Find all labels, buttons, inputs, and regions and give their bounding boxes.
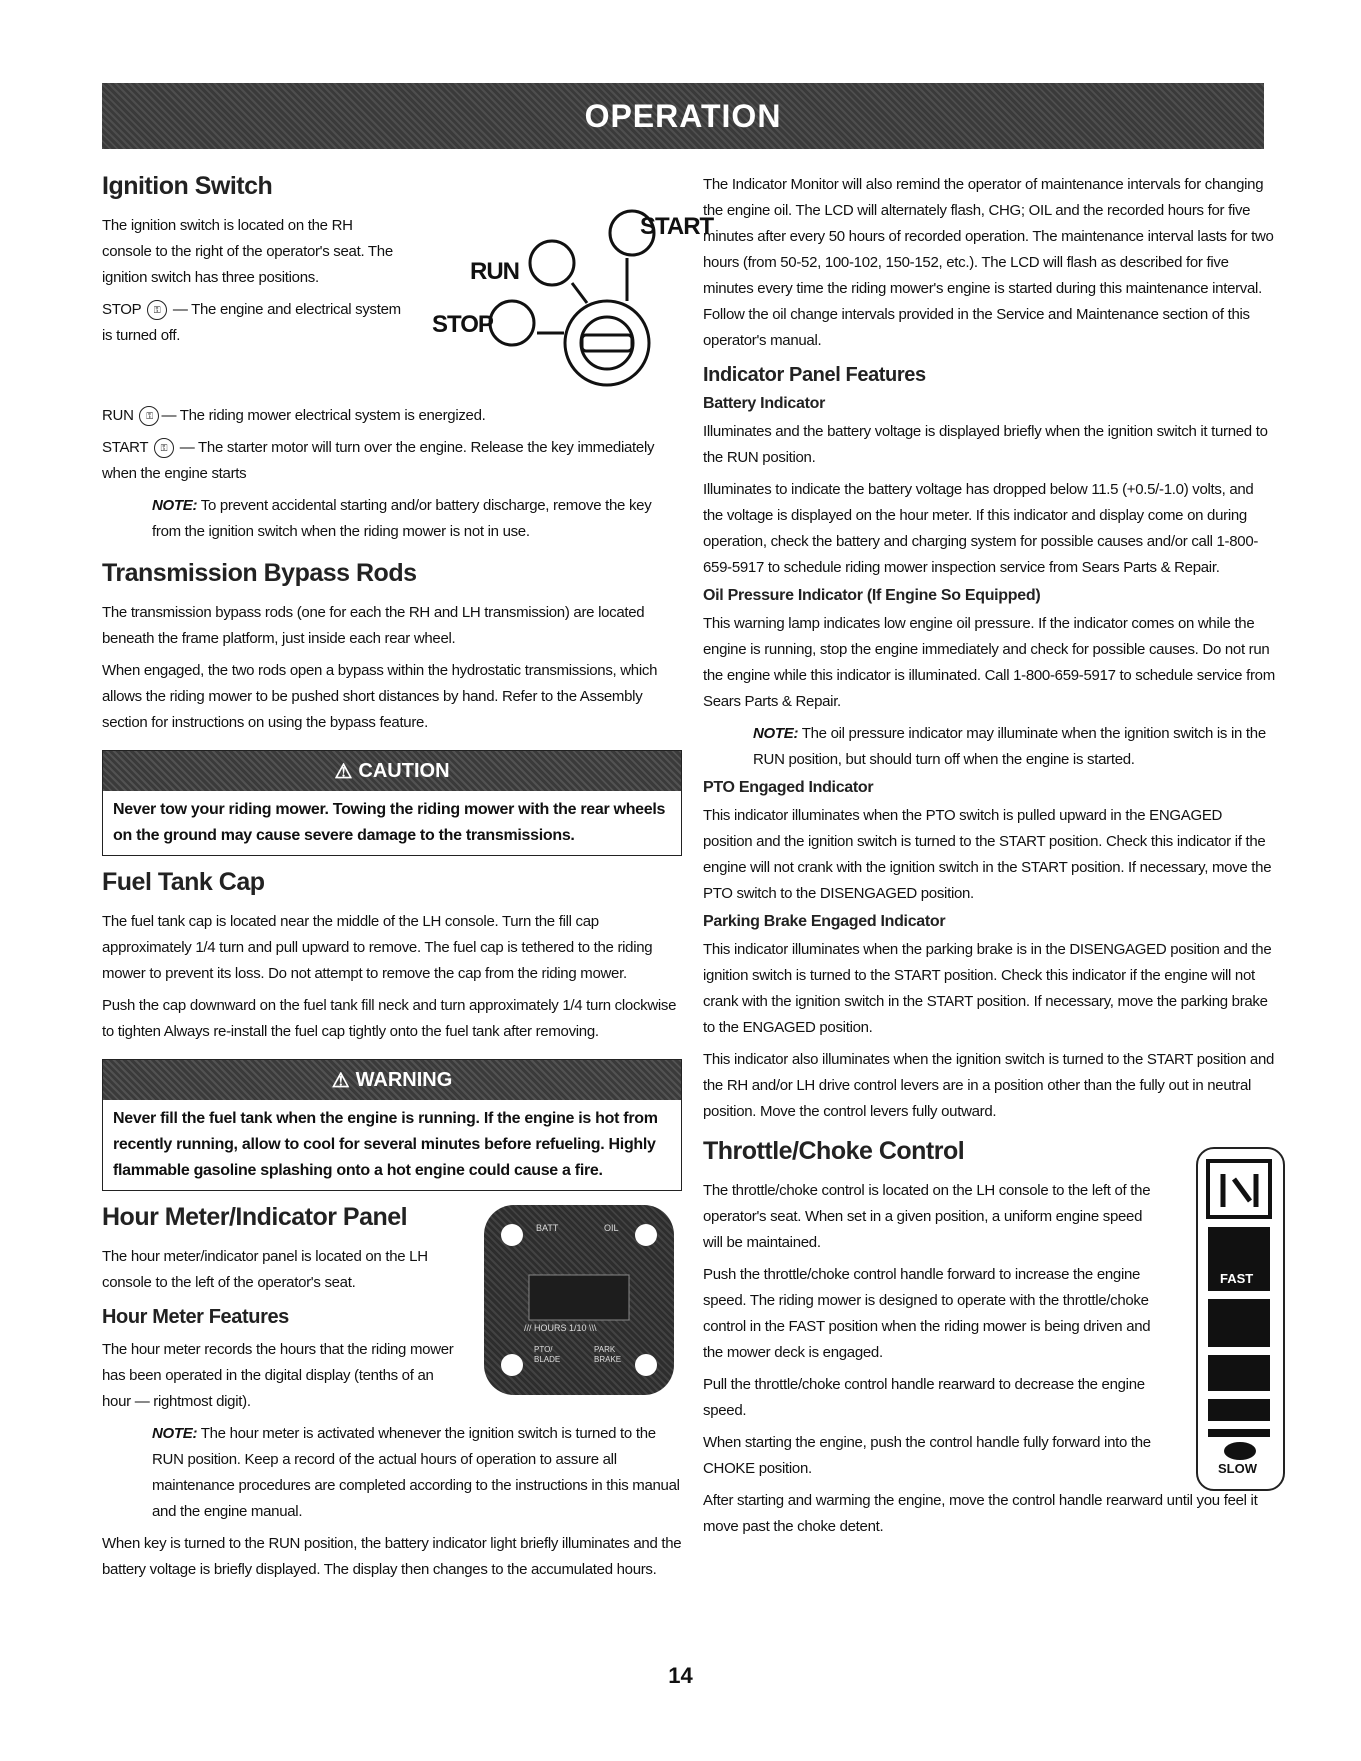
hour-p1: The hour meter/indicator panel is located on the LH console to the left of the operator's seat. (102, 1248, 428, 1291)
fig-stop-label: STOP (432, 311, 493, 338)
ignition-heading: Ignition Switch (102, 172, 273, 200)
ignition-section (102, 213, 714, 403)
panel-oil-label: OIL (604, 1223, 619, 1233)
throttle-p5: After starting and warming the engine, move the control handle rearward until you feel it move past the choke detent. (703, 1492, 1258, 1535)
page-number: 14 (668, 1663, 693, 1688)
hour-p3: When key is turned to the RUN position, the battery indicator light briefly illuminates and the battery voltage is briefly displayed. The display then changes to the accumulated hours. (102, 1535, 682, 1578)
hour-note: NOTE: The hour meter is activated whenever the ignition switch is turned to the RUN position. Keep a record of the actual hours of operation to assure all maintenance procedures are completed according to the instructions in this manual and the engine manual. (152, 1425, 680, 1520)
throttle-section (703, 1137, 1275, 1482)
pto-heading: PTO Engaged Indicator (703, 779, 874, 796)
hour-p2: The hour meter records the hours that the riding mower has been operated in the digital display (tenths of an hour — rightmost digit). (102, 1341, 454, 1410)
ignition-run-desc: RUN ⚿ — The riding mower electrical system is energized. (102, 403, 682, 429)
key-icon: ⚿ (139, 406, 159, 426)
throttle-choke-decal (1196, 1147, 1285, 1491)
panel-pto-label: PTO/ BLADE (534, 1345, 561, 1364)
pto-p1: This indicator illuminates when the PTO switch is pulled upward in the ENGAGED position and the ignition switch is turned to the START position. Check this indicator if the engine will not crank with the ignition switch in the START position. If necessary, move the PTO switch to the DISENGAGED position. (703, 807, 1272, 902)
throttle-p4: When starting the engine, push the control handle fully forward into the CHOKE position. (703, 1434, 1151, 1477)
battery-heading: Battery Indicator (703, 395, 826, 412)
panel-park-label: PARK BRAKE (594, 1345, 622, 1364)
caution-text: Never tow your riding mower. Towing the riding mower with the rear wheels on the ground may cause severe damage to the transmissions. (113, 801, 666, 844)
panel-hours-label: /// HOURS 1/10 \\\ (524, 1323, 597, 1333)
oil-note: NOTE: The oil pressure indicator may illuminate when the ignition switch is in the RUN position, but should turn off when the engine is started. (753, 725, 1266, 768)
hour-meter-panel-image (484, 1205, 674, 1395)
caution-triangle-icon: ⚠ (334, 760, 353, 783)
throttle-p1: The throttle/choke control is located on the LH console to the left of the operator's seat. When set in a given position, a uniform engine speed will be maintained. (703, 1182, 1151, 1251)
hour-meter-features-heading: Hour Meter Features (102, 1306, 289, 1328)
throttle-p2: Push the throttle/choke control handle forward to increase the engine speed. The riding mower is designed to operate with the throttle/choke control in the FAST position when the riding mower is being driven and the mower deck is engaged. (703, 1266, 1151, 1361)
park-p1: This indicator illuminates when the parking brake is in the DISENGAGED position and the ignition switch is turned to the START position. Check this indicator if the engine will not crank with the ignition switch in the START position. If necessary, move the parking brake to the ENGAGED position. (703, 941, 1272, 1036)
park-heading: Parking Brake Engaged Indicator (703, 913, 946, 930)
ignition-stop-desc: STOP ⚿ — The engine and electrical system is turned off. (102, 301, 401, 344)
oil-heading: Oil Pressure Indicator (If Engine So Equipped) (703, 587, 1041, 604)
fuel-heading: Fuel Tank Cap (102, 868, 265, 896)
battery-p1: Illuminates and the battery voltage is displayed briefly when the ignition switch it turned to the RUN position. (703, 423, 1268, 466)
ignition-intro: The ignition switch is located on the RH console to the right of the operator's seat. The ignition switch has three positions. (102, 217, 393, 286)
panel-batt-label: BATT (536, 1223, 559, 1233)
warning-triangle-icon: ⚠ (331, 1069, 350, 1092)
right-column (703, 172, 1275, 1546)
bypass-heading: Transmission Bypass Rods (102, 559, 417, 587)
park-p2: This indicator also illuminates when the ignition switch is turned to the START position and the RH and/or LH drive control levers are in a position other than the fully out in neutral position. Move the control levers fully outward. (703, 1051, 1275, 1120)
section-banner (102, 83, 1264, 149)
caution-title: CAUTION (358, 759, 450, 782)
bypass-p2: When engaged, the two rods open a bypass within the hydrostatic transmissions, which allows the riding mower to be pushed short distances by hand. Refer to the Assembly section for instructions on using the bypass feature. (102, 662, 658, 731)
indicator-panel-heading: Indicator Panel Features (703, 364, 926, 386)
ignition-start-desc: START ⚿ — The starter motor will turn over the engine. Release the key immediately when the engine starts (102, 439, 655, 482)
key-icon: ⚿ (147, 300, 167, 320)
fig-slow-label: SLOW (1218, 1461, 1257, 1476)
fig-start-label: START (640, 213, 714, 240)
hour-meter-section (102, 1203, 682, 1415)
fig-fast-label: FAST (1220, 1271, 1254, 1286)
fig-run-label: RUN (470, 258, 519, 285)
battery-p2: Illuminates to indicate the battery voltage has dropped below 11.5 (+0.5/-1.0) volts, and the voltage is displayed on the hour meter. If this indicator and display come on during operation, check the battery and charging system for possible causes and/or call 1-800-659-5917 to schedule riding mower inspection service from Sears Parts & Repair. (703, 481, 1259, 576)
ignition-note: NOTE: To prevent accidental starting and/or battery discharge, remove the key from the ignition switch when the riding mower is not in use. (152, 497, 652, 540)
throttle-heading: Throttle/Choke Control (703, 1137, 965, 1165)
warning-box (102, 1059, 682, 1191)
maintenance-intro: The Indicator Monitor will also remind the operator of maintenance intervals for changing the engine oil. The LCD will alternately flash, CHG; OIL and the recorded hours for five minutes after every 50 hours of recorded operation. The maintenance interval lasts for two hours (from 50-52, 100-102, 150-152, etc.). The LCD will flash as described for five minutes every time the riding mower's engine is started during this maintenance interval. Follow the oil change intervals provided in the Service and Maintenance section of this operator's manual. (703, 176, 1274, 349)
warning-text: Never fill the fuel tank when the engine is running. If the engine is hot from recently running, allow to cool for several minutes before refueling. Highly flammable gasoline splashing onto a hot engine could cause a fire. (113, 1110, 658, 1179)
warning-title: WARNING (355, 1068, 453, 1091)
fuel-p2: Push the cap downward on the fuel tank fill neck and turn approximately 1/4 turn clockwise to tighten Always re-install the fuel cap tightly onto the fuel tank after removing. (102, 997, 677, 1040)
throttle-p3: Pull the throttle/choke control handle rearward to decrease the engine speed. (703, 1376, 1145, 1419)
fuel-p1: The fuel tank cap is located near the middle of the LH console. Turn the fill cap approximately 1/4 turn and pull upward to remove. The fuel cap is tethered to the riding mower to prevent its loss. Do not attempt to remove the cap from the riding mower. (102, 913, 653, 982)
caution-box (102, 750, 682, 856)
ignition-switch-diagram (432, 203, 714, 403)
banner-title: OPERATION (584, 97, 782, 134)
key-icon: ⚿ (154, 438, 174, 458)
left-column (102, 172, 714, 1589)
hour-heading: Hour Meter/Indicator Panel (102, 1203, 408, 1231)
oil-p1: This warning lamp indicates low engine oil pressure. If the indicator comes on while the engine is running, stop the engine immediately and check for possible causes. Do not run the engine while this indicator is illuminated. Call 1-800-659-5917 to schedule service from Sears Parts & Repair. (703, 615, 1275, 710)
bypass-p1: The transmission bypass rods (one for each the RH and LH transmission) are located beneath the frame platform, just inside each rear wheel. (102, 604, 645, 647)
